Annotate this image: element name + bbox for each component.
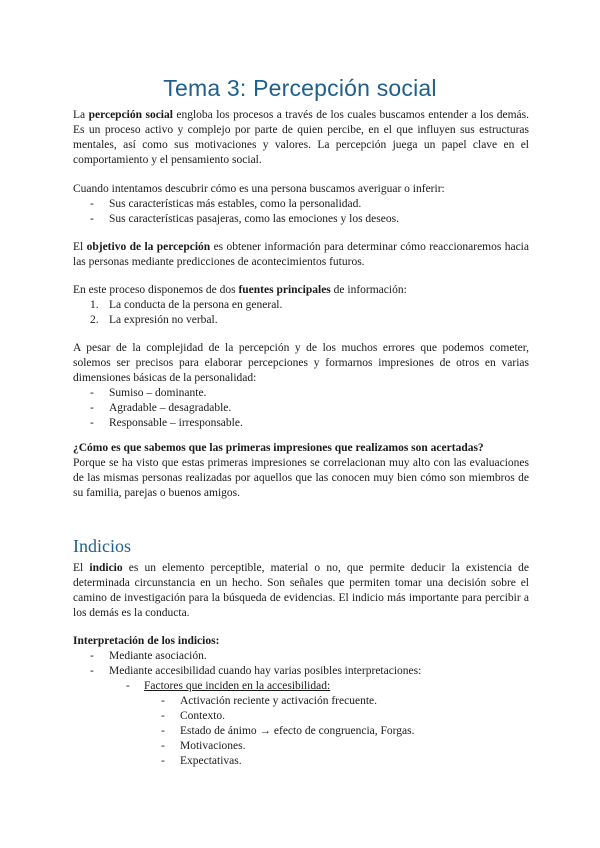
list-item: - Sumiso – dominante. — [73, 386, 529, 401]
interpretation-list — [73, 634, 529, 769]
text-run: de información: — [330, 284, 407, 296]
answer-text: Porque se ha visto que estas primeras impresiones se correlacionan muy alto con las evaluaciones de las mismas personas realizadas por aquellos que las conocen muy bien cómo son miembros de su familia, parejas o buenos amigos. — [73, 457, 529, 499]
underlined-subheading: Factores que inciden en la accesibilidad: — [144, 680, 331, 692]
bold-term: objetivo de la percepción — [86, 241, 211, 253]
bold-term: percepción social — [88, 109, 173, 121]
text-run: La — [73, 109, 89, 121]
text-run: es un elemento perceptible, material o no, que permite deducir la existencia de determinada circunstancia en un hecho. Son señales que permiten tomar una decisión sobre el camino de investigación para la búsqueda de evidencias. El indicio más importante para percibir a los demás es la conducta. — [73, 562, 529, 619]
text-run: El — [73, 241, 87, 253]
text-run: engloba los procesos a través de los cuales buscamos entender a los demás. Es un proceso activo y complejo por parte de quien percibe, en el que influyen sus estructuras mentales, así como sus motivaciones y valores. La percepción juega un papel clave en el comportamiento y el pensamiento social. — [73, 109, 529, 166]
paragraph-intro: Cuando intentamos descubrir cómo es una persona buscamos averiguar o inferir: — [73, 183, 445, 195]
bold-term: indicio — [89, 562, 123, 574]
dimensions-paragraph — [73, 341, 529, 431]
list-heading: Interpretación de los indicios: — [73, 635, 220, 647]
bold-term: fuentes principales — [238, 284, 331, 296]
text-run: es obtener información para determinar cómo reaccionaremos hacia las personas mediante predicciones de acontecimientos futuros. — [73, 241, 529, 268]
nested-list-item: - Contexto. — [73, 709, 529, 724]
text-run: El — [73, 562, 90, 574]
list-item: - Responsable – irresponsable. — [73, 416, 529, 431]
nested-list-item: - Estado de ánimo → efecto de congruencia, Forgas. — [73, 724, 529, 739]
bold-question: ¿Cómo es que sabemos que las primeras impresiones que realizamos son acertadas? — [73, 442, 484, 454]
item-text: La expresión no verbal. — [109, 314, 218, 326]
numbered-item — [73, 298, 529, 313]
inference-paragraph — [73, 182, 529, 227]
list-item: - Sus características pasajeras, como las emociones y los deseos. — [73, 212, 529, 227]
text-run: En este proceso disponemos de dos — [73, 284, 239, 296]
first-impressions-paragraph — [73, 441, 529, 501]
indicio-paragraph — [73, 561, 529, 621]
paragraph-intro: A pesar de la complejidad de la percepción y de los muchos errores que podemos cometer, solemos ser precisos para elaborar percepciones y formarnos impresiones de otros en varias dimensiones básicas de la personalidad: — [73, 342, 529, 384]
item-number: 1. — [90, 299, 99, 311]
nested-list-item: - Motivaciones. — [73, 739, 529, 754]
item-number: 2. — [90, 314, 99, 326]
nested-list-item: - Expectativas. — [73, 754, 529, 769]
numbered-item — [73, 313, 529, 328]
nested-list-item: - Activación reciente y activación frecuente. — [73, 694, 529, 709]
list-item: - Mediante asociación. — [73, 649, 529, 664]
list-item: - Sus características más estables, como la personalidad. — [73, 197, 529, 212]
paragraph-intro — [73, 283, 529, 298]
list-item: - Agradable – desagradable. — [73, 401, 529, 416]
intro-paragraph — [73, 108, 529, 168]
item-text: La conducta de la persona en general. — [109, 299, 283, 311]
list-item: - Mediante accesibilidad cuando hay varias posibles interpretaciones: — [73, 664, 529, 679]
objective-paragraph — [73, 240, 529, 270]
section-heading: Indicios — [73, 536, 131, 556]
page-title: Tema 3: Percepción social — [163, 75, 437, 101]
sources-paragraph — [73, 283, 529, 328]
sub-list-item — [73, 679, 529, 694]
